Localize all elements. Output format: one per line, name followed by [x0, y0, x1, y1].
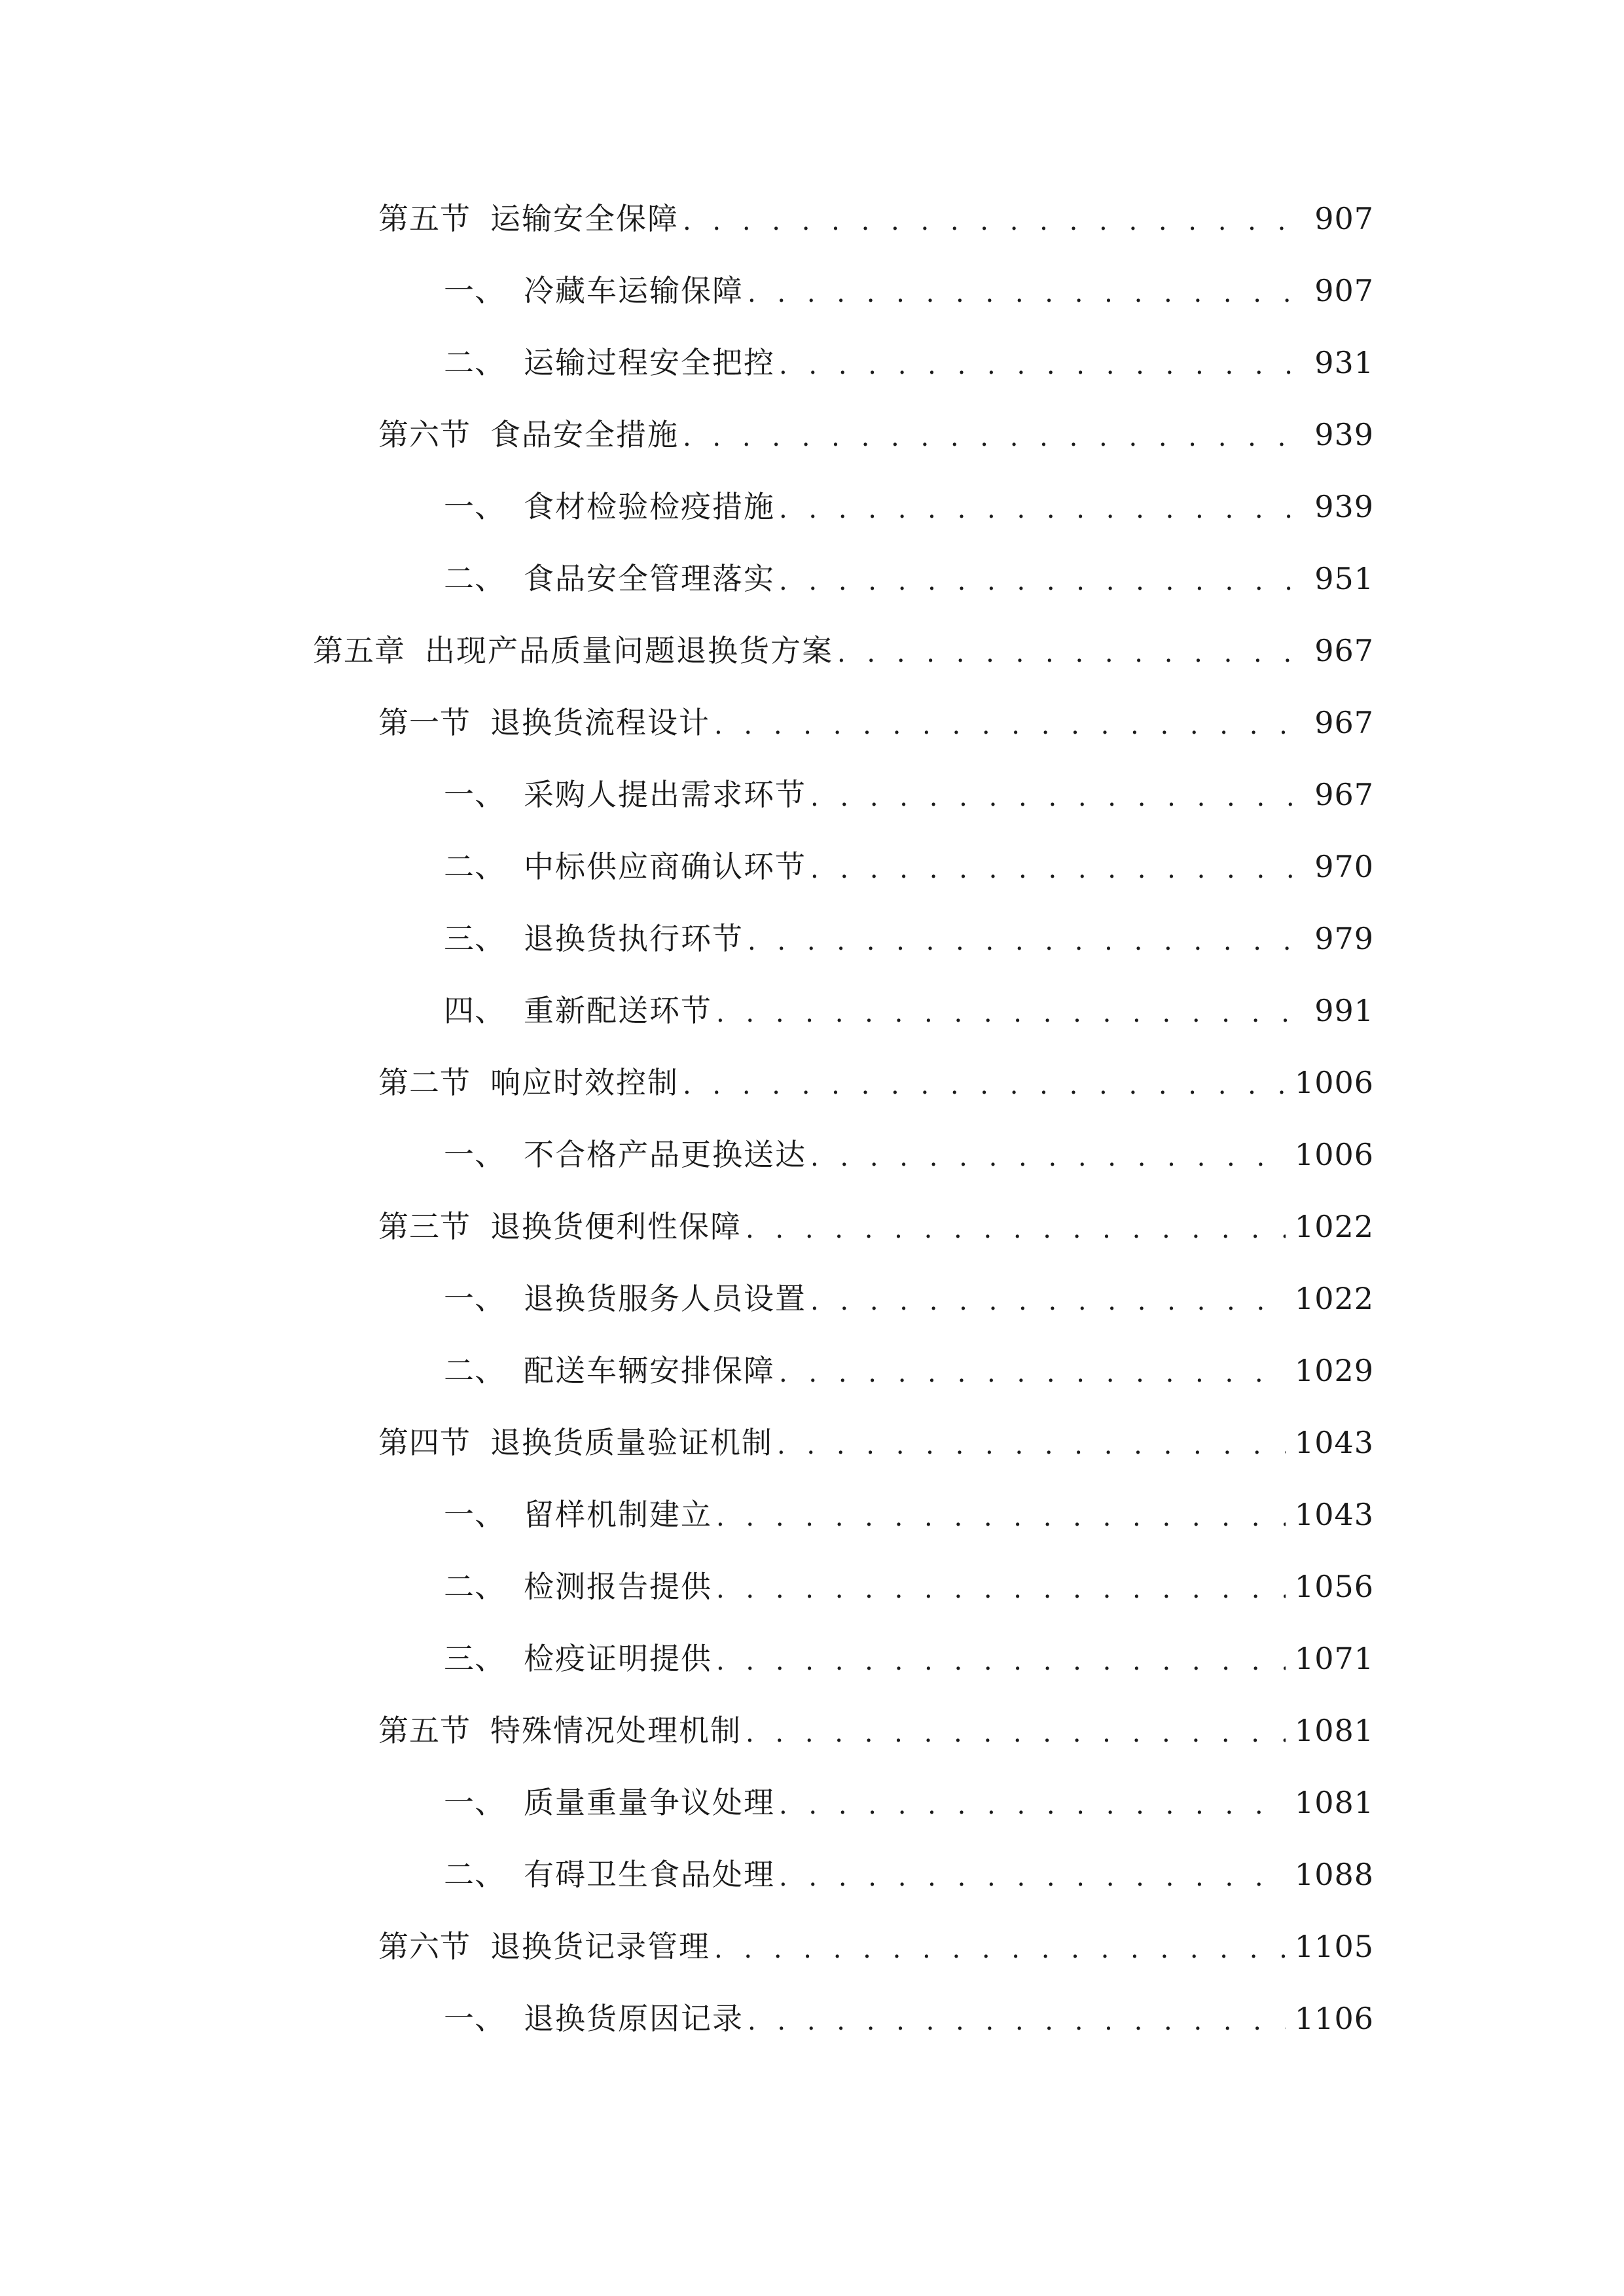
- dot-leader: [777, 1419, 1286, 1471]
- toc-entry-number: 第四节: [378, 1425, 471, 1460]
- toc-entry-section[interactable]: [378, 696, 1374, 749]
- toc-entry-number: 第六节: [378, 417, 471, 452]
- toc-entry-title: 退换货记录管理: [490, 1929, 710, 1964]
- toc-entry-section[interactable]: [378, 192, 1374, 245]
- toc-entry-number: 二、: [444, 1857, 505, 1892]
- toc-entry-page: 1006: [1294, 1065, 1374, 1100]
- toc-entry-page: 1081: [1294, 1785, 1374, 1820]
- toc-entry-page: 907: [1314, 201, 1374, 236]
- toc-entry-number: 二、: [444, 1353, 505, 1388]
- toc-entry-item[interactable]: [444, 264, 1374, 317]
- toc-entry-title: 退换货原因记录: [524, 2001, 744, 2036]
- dot-leader: [748, 915, 1305, 967]
- dot-leader: [683, 411, 1305, 463]
- dot-leader: [779, 1851, 1286, 1903]
- toc-entry-title: 不合格产品更换送达: [524, 1137, 806, 1172]
- toc-entry-page: 951: [1314, 561, 1374, 596]
- toc-entry-title: 退换货质量验证机制: [490, 1425, 773, 1460]
- dot-leader: [683, 1059, 1286, 1111]
- toc-entry-page: 1022: [1294, 1281, 1374, 1316]
- toc-entry-section[interactable]: [378, 1920, 1374, 1973]
- dot-leader: [810, 1275, 1286, 1327]
- toc-entry-number: 二、: [444, 1569, 505, 1604]
- toc-entry-number: 第一节: [378, 705, 471, 740]
- toc-entry-section[interactable]: [378, 1416, 1374, 1469]
- toc-entry-item[interactable]: [444, 984, 1374, 1037]
- toc-entry-page: 1105: [1294, 1929, 1374, 1964]
- dot-leader: [714, 1923, 1286, 1975]
- toc-entry-number: 一、: [444, 1137, 505, 1172]
- toc-entry-item[interactable]: [444, 1848, 1374, 1901]
- toc-entry-title: 质量重量争议处理: [524, 1785, 775, 1820]
- toc-entry-title: 配送车辆安排保障: [524, 1353, 775, 1388]
- toc-entry-page: 1006: [1294, 1137, 1374, 1172]
- toc-entry-section[interactable]: [378, 1200, 1374, 1253]
- dot-leader: [714, 699, 1305, 751]
- toc-entry-number: 第三节: [378, 1209, 471, 1244]
- toc-entry-number: 三、: [444, 921, 505, 956]
- toc-entry-item[interactable]: [444, 1632, 1374, 1685]
- toc-entry-page: 979: [1314, 921, 1374, 956]
- toc-entry-page: 1056: [1294, 1569, 1374, 1604]
- toc-entry-number: 一、: [444, 273, 505, 308]
- toc-entry-title: 采购人提出需求环节: [524, 777, 806, 812]
- toc-entry-number: 一、: [444, 489, 505, 524]
- toc-entry-page: 970: [1314, 849, 1374, 884]
- toc-entry-number: 三、: [444, 1641, 505, 1676]
- dot-leader: [748, 267, 1305, 319]
- toc-entry-page: 939: [1314, 489, 1374, 524]
- toc-entry-chapter[interactable]: [313, 624, 1374, 677]
- toc-entry-title: 检测报告提供: [524, 1569, 712, 1604]
- dot-leader: [779, 339, 1305, 391]
- toc-entry-page: 991: [1314, 993, 1374, 1028]
- toc-entry-title: 食品安全措施: [490, 417, 679, 452]
- toc-entry-title: 退换货流程设计: [490, 705, 710, 740]
- toc-entry-item[interactable]: [444, 768, 1374, 821]
- dot-leader: [779, 555, 1305, 607]
- dot-leader: [746, 1203, 1286, 1255]
- toc-entry-title: 中标供应商确认环节: [524, 849, 806, 884]
- toc-entry-title: 退换货便利性保障: [490, 1209, 742, 1244]
- toc-entry-item[interactable]: [444, 1128, 1374, 1181]
- toc-entry-title: 出现产品质量问题退换货方案: [425, 633, 833, 668]
- dot-leader: [716, 1563, 1286, 1615]
- toc-entry-title: 冷藏车运输保障: [524, 273, 744, 308]
- toc-entry-page: 907: [1314, 273, 1374, 308]
- dot-leader: [837, 627, 1305, 679]
- dot-leader: [683, 195, 1305, 247]
- dot-leader: [779, 483, 1305, 535]
- toc-entry-item[interactable]: [444, 1344, 1374, 1397]
- toc-entry-number: 一、: [444, 1785, 505, 1820]
- toc-entry-item[interactable]: [444, 1488, 1374, 1541]
- toc-entry-title: 运输安全保障: [490, 201, 679, 236]
- toc-entry-item[interactable]: [444, 912, 1374, 965]
- toc-entry-title: 食材检验检疫措施: [524, 489, 775, 524]
- toc-entry-title: 有碍卫生食品处理: [524, 1857, 775, 1892]
- toc-entry-page: 1029: [1294, 1353, 1374, 1388]
- dot-leader: [779, 1347, 1286, 1399]
- toc-entry-number: 四、: [444, 993, 505, 1028]
- toc-entry-item[interactable]: [444, 1272, 1374, 1325]
- dot-leader: [748, 1995, 1286, 2047]
- toc-entry-number: 二、: [444, 849, 505, 884]
- toc-entry-item[interactable]: [444, 1560, 1374, 1613]
- dot-leader: [779, 1779, 1286, 1831]
- toc-entry-number: 第六节: [378, 1929, 471, 1964]
- toc-entry-number: 第五章: [313, 633, 405, 668]
- toc-entry-number: 一、: [444, 777, 505, 812]
- toc-entry-page: 967: [1314, 705, 1374, 740]
- dot-leader: [716, 987, 1305, 1039]
- toc-entry-page: 1081: [1294, 1713, 1374, 1748]
- toc-entry-title: 特殊情况处理机制: [490, 1713, 742, 1748]
- dot-leader: [810, 771, 1305, 823]
- toc-entry-section[interactable]: [378, 408, 1374, 461]
- toc-entry-title: 响应时效控制: [490, 1065, 679, 1100]
- toc-entry-title: 检疫证明提供: [524, 1641, 712, 1676]
- toc-entry-title: 退换货服务人员设置: [524, 1281, 806, 1316]
- toc-entry-number: 第二节: [378, 1065, 471, 1100]
- dot-leader: [746, 1707, 1286, 1759]
- toc-entry-title: 重新配送环节: [524, 993, 712, 1028]
- toc-entry-page: 939: [1314, 417, 1374, 452]
- toc-entry-page: 967: [1314, 633, 1374, 668]
- dot-leader: [810, 1131, 1286, 1183]
- toc-entry-number: 二、: [444, 345, 505, 380]
- dot-leader: [716, 1635, 1286, 1687]
- toc-entry-item[interactable]: [444, 480, 1374, 533]
- dot-leader: [716, 1491, 1286, 1543]
- toc-entry-number: 第五节: [378, 1713, 471, 1748]
- toc-entry-page: 1043: [1294, 1497, 1374, 1532]
- toc-entry-item[interactable]: [444, 840, 1374, 893]
- toc-entry-number: 二、: [444, 561, 505, 596]
- toc-entry-item[interactable]: [444, 552, 1374, 605]
- toc-entry-page: 1022: [1294, 1209, 1374, 1244]
- toc-entry-item[interactable]: [444, 336, 1374, 389]
- toc-entry-item[interactable]: [444, 1992, 1374, 2045]
- toc-entry-number: 一、: [444, 1281, 505, 1316]
- toc-entry-section[interactable]: [378, 1056, 1374, 1109]
- toc-entry-title: 留样机制建立: [524, 1497, 712, 1532]
- toc-entry-page: 1071: [1294, 1641, 1374, 1676]
- dot-leader: [810, 843, 1305, 895]
- toc-entry-number: 一、: [444, 1497, 505, 1532]
- toc-entry-page: 967: [1314, 777, 1374, 812]
- toc-entry-section[interactable]: [378, 1704, 1374, 1757]
- toc-entry-title: 退换货执行环节: [524, 921, 744, 956]
- toc-entry-page: 1106: [1294, 2001, 1374, 2036]
- toc-entry-number: 第五节: [378, 201, 471, 236]
- toc-entry-title: 食品安全管理落实: [524, 561, 775, 596]
- toc-entry-item[interactable]: [444, 1776, 1374, 1829]
- toc-entry-title: 运输过程安全把控: [524, 345, 775, 380]
- toc-entry-page: 931: [1314, 345, 1374, 380]
- toc-entry-number: 一、: [444, 2001, 505, 2036]
- toc-entry-page: 1088: [1294, 1857, 1374, 1892]
- toc-entry-page: 1043: [1294, 1425, 1374, 1460]
